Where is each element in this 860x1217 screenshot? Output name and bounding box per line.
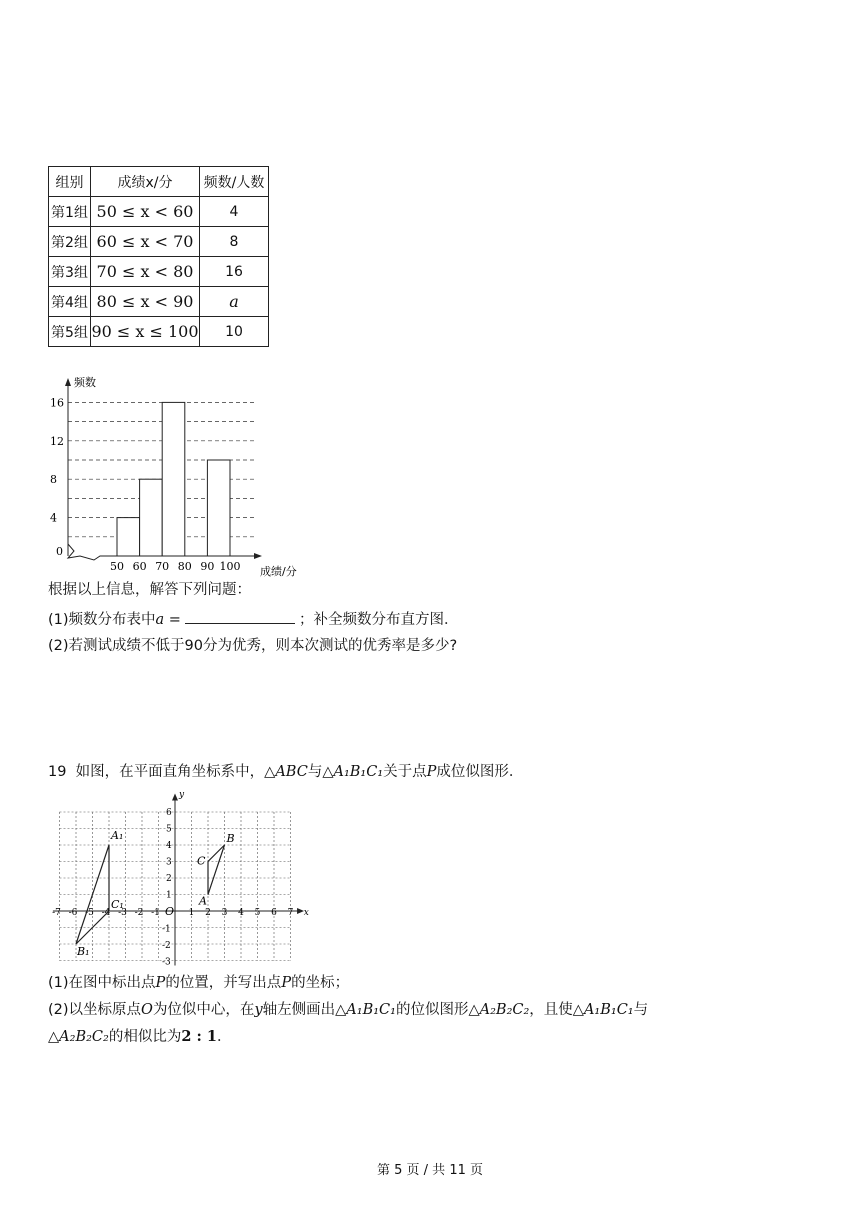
point-p: P: [426, 764, 437, 780]
x-tick-label: 80: [177, 560, 192, 573]
triangle-a2b2c2: A₂B₂C₂: [59, 1029, 109, 1045]
answer-blank[interactable]: [185, 608, 295, 624]
cell-range: 80 ≤ x < 90: [91, 287, 200, 317]
histogram-bar: [162, 402, 185, 556]
x-axis-label: 成绩/分: [260, 565, 297, 578]
vertex-label-c1: C₁: [111, 898, 124, 911]
q19-part2-text: △: [48, 1029, 60, 1045]
y-tick-labels: [50, 396, 64, 524]
cell-count: a: [200, 287, 269, 317]
x-tick-label: -5: [85, 908, 94, 918]
y-tick-label: 4: [50, 511, 57, 525]
y-axis-label: 频数: [74, 376, 96, 389]
coordinate-grid-figure: [46, 788, 326, 968]
cell-group: 第1组: [49, 197, 91, 227]
y-axis-name: y: [254, 1002, 263, 1018]
q19-part2-text: ．: [216, 1029, 232, 1045]
cell-group: 第3组: [49, 257, 91, 287]
table-row: [49, 317, 269, 347]
q19-part2-line2: [48, 1027, 231, 1047]
cell-range: 90 ≤ x ≤ 100: [91, 317, 200, 347]
vertex-label-b: B: [226, 832, 235, 845]
page-footer: 第 5 页 / 共 11 页: [377, 1163, 483, 1178]
grid-triangles: [76, 829, 235, 958]
vertex-label-a: A: [199, 894, 207, 908]
q19-part1-text: (1)在图中标出点: [48, 975, 156, 991]
cell-count: 4: [200, 197, 269, 227]
grid-axes: [53, 794, 304, 966]
cell-count: 10: [200, 317, 269, 347]
table-row: [49, 287, 269, 317]
q19-number: 19: [48, 764, 67, 780]
triangle-a1b1c1: A₁B₁C₁: [346, 1002, 396, 1018]
q19-stem-text: 与△: [307, 764, 334, 780]
cell-count: 16: [200, 257, 269, 287]
q19-part2-text: 的位似图形△: [395, 1002, 480, 1018]
histogram-bar: [117, 518, 140, 556]
table-row: [49, 197, 269, 227]
x-tick-label: 1: [188, 908, 195, 918]
vertex-label-b1: B₁: [77, 945, 90, 958]
y-tick-label: 5: [166, 824, 172, 835]
x-tick-label: -4: [101, 908, 111, 918]
table-row: [49, 227, 269, 257]
y-tick-label: 2: [166, 874, 172, 884]
triangle-a1b1c1: A₁B₁C₁: [583, 1002, 634, 1018]
point-p: P: [281, 975, 292, 991]
x-tick-label: 3: [221, 908, 228, 918]
y-tick-label: 8: [50, 473, 57, 487]
x-tick-label: 6: [271, 908, 277, 918]
q19-stem-text: 成位似图形．: [436, 764, 524, 780]
q18-var-a: a =: [155, 612, 181, 628]
q19-stem-text: 如图，在平面直角坐标系中，△: [75, 764, 276, 780]
q19-stem-text: 关于点: [383, 764, 427, 780]
cell-range: 70 ≤ x < 80: [91, 257, 200, 287]
q19-part2-text: 的相似比为: [108, 1029, 182, 1045]
grid-tick-labels: [52, 790, 309, 967]
vertex-label-a1: A₁: [111, 829, 124, 842]
q19-stem: [48, 762, 523, 782]
cell-range: 60 ≤ x < 70: [91, 227, 200, 257]
x-axis-arrow-icon: [254, 553, 262, 559]
header-score: 成绩x/分: [91, 167, 200, 197]
cell-count: 8: [200, 227, 269, 257]
y-tick-label: 4: [166, 841, 172, 851]
triangle-abc: [208, 845, 225, 895]
q18-part1-lead: (1)频数分布表中: [48, 612, 156, 628]
x-axis-name: x: [303, 908, 309, 918]
x-tick-label: 100: [219, 560, 241, 573]
x-tick-label: -2: [134, 908, 144, 918]
x-tick-label: -6: [68, 908, 78, 918]
header-count: 频数/人数: [200, 167, 269, 197]
histogram-bar: [207, 460, 230, 556]
table-row: [49, 257, 269, 287]
q19-part1-text: 的坐标；: [291, 975, 350, 991]
x-tick-label: 7: [287, 908, 294, 918]
x-tick-label: -7: [52, 908, 61, 918]
q19-part2-text: ，且使△: [529, 1002, 584, 1018]
x-tick-label: 70: [155, 560, 170, 573]
header-group: 组别: [49, 167, 91, 197]
x-tick-label: 5: [254, 908, 261, 918]
histogram-bar: [140, 479, 163, 556]
x-tick-label: -1: [151, 908, 160, 918]
cell-group: 第4组: [49, 287, 91, 317]
y-tick-label: -3: [162, 957, 171, 968]
triangle-abc: ABC: [275, 764, 308, 780]
triangle-a1b1c1: A₁B₁C₁: [333, 764, 384, 780]
similarity-ratio: 2 : 1: [181, 1028, 217, 1045]
q18-part1-tail: ；补全频数分布直方图．: [298, 612, 459, 628]
origin-o: O: [141, 1002, 153, 1018]
q19-part2-text: (2)以坐标原点: [48, 1002, 142, 1018]
histogram-chart: [30, 372, 320, 582]
x-tick-labels: [110, 560, 241, 573]
cell-group: 第2组: [49, 227, 91, 257]
q18-part1: [48, 608, 458, 630]
table-header-row: [49, 167, 269, 197]
q18-intro: 根据以上信息，解答下列问题：: [48, 582, 251, 598]
y-tick-label: 6: [166, 808, 172, 818]
y-axis-arrow-icon: [65, 378, 71, 386]
y-tick-label: -1: [162, 924, 171, 935]
x-tick-label: 50: [110, 560, 124, 573]
q19-part1-text: 的位置，并写出点: [165, 975, 282, 991]
origin-label: O: [165, 905, 175, 918]
x-tick-label: 60: [132, 560, 147, 573]
x-tick-label: -3: [118, 908, 127, 918]
q18-part2: (2)若测试成绩不低于90分为优秀，则本次测试的优秀率是多少?: [48, 638, 458, 654]
triangle-a2b2c2: A₂B₂C₂: [479, 1002, 530, 1018]
y-tick-label: 1: [166, 890, 172, 901]
y-axis-name: y: [179, 790, 185, 801]
y-tick-label: 16: [50, 396, 64, 410]
y-tick-label: 3: [166, 857, 172, 868]
origin-label: 0: [56, 545, 63, 558]
point-p: P: [155, 975, 166, 991]
x-tick-label: 2: [205, 908, 211, 918]
y-tick-label: -2: [162, 941, 171, 951]
q19-part2-text: 与: [633, 1002, 649, 1018]
q19-part2-text: 为位似中心，在: [152, 1002, 255, 1018]
y-tick-label: 12: [50, 434, 64, 448]
y-axis-arrow-icon: [172, 794, 178, 801]
x-tick-label: 4: [238, 908, 244, 918]
cell-group: 第5组: [49, 317, 91, 347]
x-tick-label: 90: [200, 560, 215, 573]
vertex-label-c: C: [197, 854, 206, 868]
frequency-table: [48, 166, 269, 347]
q19-part1: [48, 973, 349, 993]
cell-range: 50 ≤ x < 60: [91, 197, 200, 227]
q19-part2-line1: [48, 1000, 648, 1020]
q19-part2-text: 轴左侧画出△: [262, 1002, 347, 1018]
